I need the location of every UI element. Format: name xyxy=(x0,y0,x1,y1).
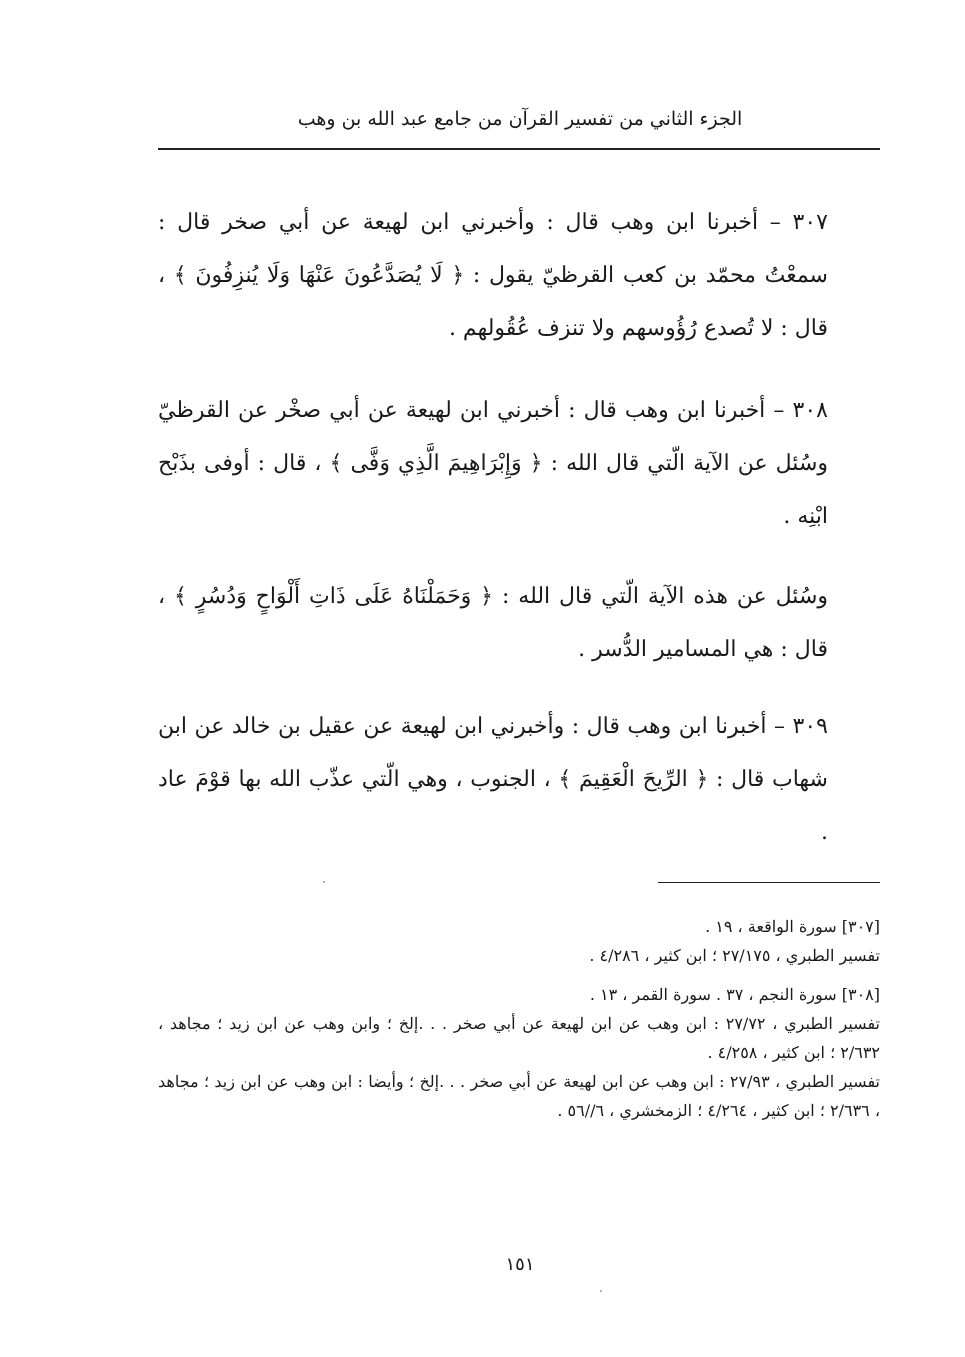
scan-speck xyxy=(323,881,325,883)
footnote-307 xyxy=(158,912,880,970)
running-head: الجزء الثاني من تفسير القرآن من جامع عبد الله بن وهب xyxy=(297,108,743,130)
header-rule xyxy=(158,148,880,150)
main-text-2 xyxy=(158,384,878,543)
footnote-line: تفسير الطبري ، ٢٧/١٧٥ ؛ ابن كثير ، ٤/٢٨٦ . xyxy=(589,946,880,965)
scan-speck xyxy=(600,1290,602,1292)
paragraph-308: ٣٠٨ – أخبرنا ابن وهب قال : أخبرني ابن لهيعة عن أبي صخْر عن القرظيّ وسُئل عن الآية الّتي قال الله : ﴿ وَإِبْرَاهِيمَ الَّذِي وَفَّى ﴾ ، قال : أوفى بذَبْح ابْنِه . xyxy=(158,398,828,529)
main-text-4 xyxy=(158,700,878,859)
footnote-line: تفسير الطبري ، ٢٧/٧٢ : ابن وهب عن ابن لهيعة عن أبي صخر . . .إلخ ؛ وابن وهب عن ابن زيد ؛ مجاهد ، ٢/٦٣٢ ؛ ابن كثير ، ٤/٢٥٨ . xyxy=(158,1014,880,1062)
main-text xyxy=(158,196,878,355)
paragraph-308-continued: وسُئل عن هذه الآية الّتي قال الله : ﴿ وَحَمَلْنَاهُ عَلَى ذَاتِ أَلْوَاحٍ وَدُسُرٍ ﴾ ، قال : هي المسامير الدُّسر . xyxy=(158,584,828,662)
paragraph-309: ٣٠٩ – أخبرنا ابن وهب قال : وأخبرني ابن لهيعة عن عقيل بن خالد عن ابن شهاب قال : ﴿ الرِّيحَ الْعَقِيمَ ﴾ ، الجنوب ، وهي الّتي عذّب الله بها قوْمَ عاد . xyxy=(158,714,828,845)
page-number: ١٥١ xyxy=(505,1254,535,1275)
paragraph-307: ٣٠٧ – أخبرنا ابن وهب قال : وأخبرني ابن لهيعة عن أبي صخر قال : سمعْتُ محمّد بن كعب القرظيّ يقول : ﴿ لَا يُصَدَّعُونَ عَنْهَا وَلَا يُنزِفُونَ ﴾ ، قال : لا تُصدع رُؤُوسهم ولا تنزف عُقُولهم . xyxy=(158,210,828,341)
footnote-308 xyxy=(158,980,880,1125)
footnote-rule xyxy=(658,882,880,883)
footnotes xyxy=(158,912,880,1125)
main-text-3 xyxy=(158,570,878,676)
footnote-line: [٣٠٨] سورة النجم ، ٣٧ . سورة القمر ، ١٣ . xyxy=(589,985,880,1004)
footnote-line: تفسير الطبري ، ٢٧/٩٣ : ابن وهب عن ابن لهيعة عن أبي صخر . . .إلخ ؛ وأيضا : ابن وهب عن ابن زيد ؛ مجاهد ، ٢/٦٣٦ ؛ ابن كثير ، ٤/٢٦٤ ؛ الزمخشري ، ٦//٥٦ . xyxy=(158,1072,880,1120)
footnote-line: [٣٠٧] سورة الواقعة ، ١٩ . xyxy=(705,917,880,936)
